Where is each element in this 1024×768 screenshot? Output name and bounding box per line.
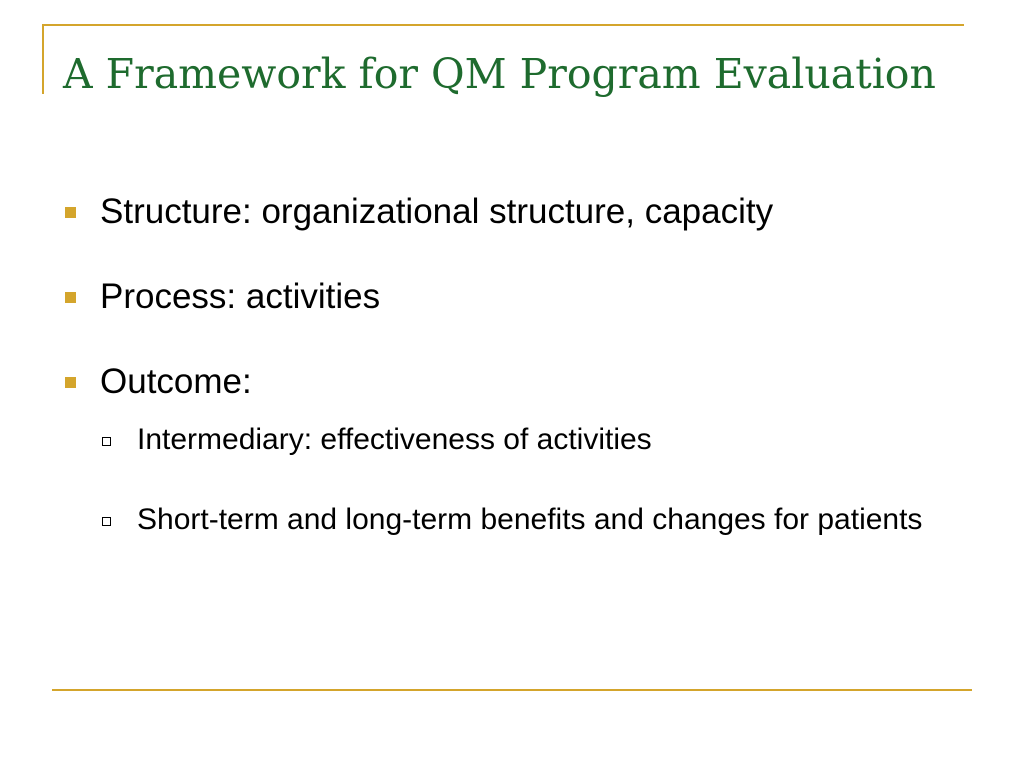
bullet-text: Process: activities	[100, 277, 381, 316]
square-bullet-icon	[65, 377, 76, 388]
sub-bullet-text: Short-term and long-term benefits and changes for patients	[137, 503, 923, 536]
hollow-square-bullet-icon	[102, 437, 111, 446]
sub-bullet-intermediary	[137, 421, 937, 459]
hollow-square-bullet-icon	[102, 517, 111, 526]
bullet-text: Structure: organizational structure, capacity	[100, 192, 774, 231]
sub-bullet-benefits	[137, 501, 937, 539]
sub-bullet-text: Intermediary: effectiveness of activities	[137, 423, 652, 456]
frame-bottom-rule	[52, 689, 972, 691]
bullet-process	[100, 276, 960, 318]
bullet-structure	[100, 191, 960, 233]
bullet-outcome	[100, 361, 960, 403]
square-bullet-icon	[65, 292, 76, 303]
slide-title: A Framework for QM Program Evaluation	[63, 50, 936, 98]
bullet-text: Outcome:	[100, 362, 252, 401]
square-bullet-icon	[65, 207, 76, 218]
